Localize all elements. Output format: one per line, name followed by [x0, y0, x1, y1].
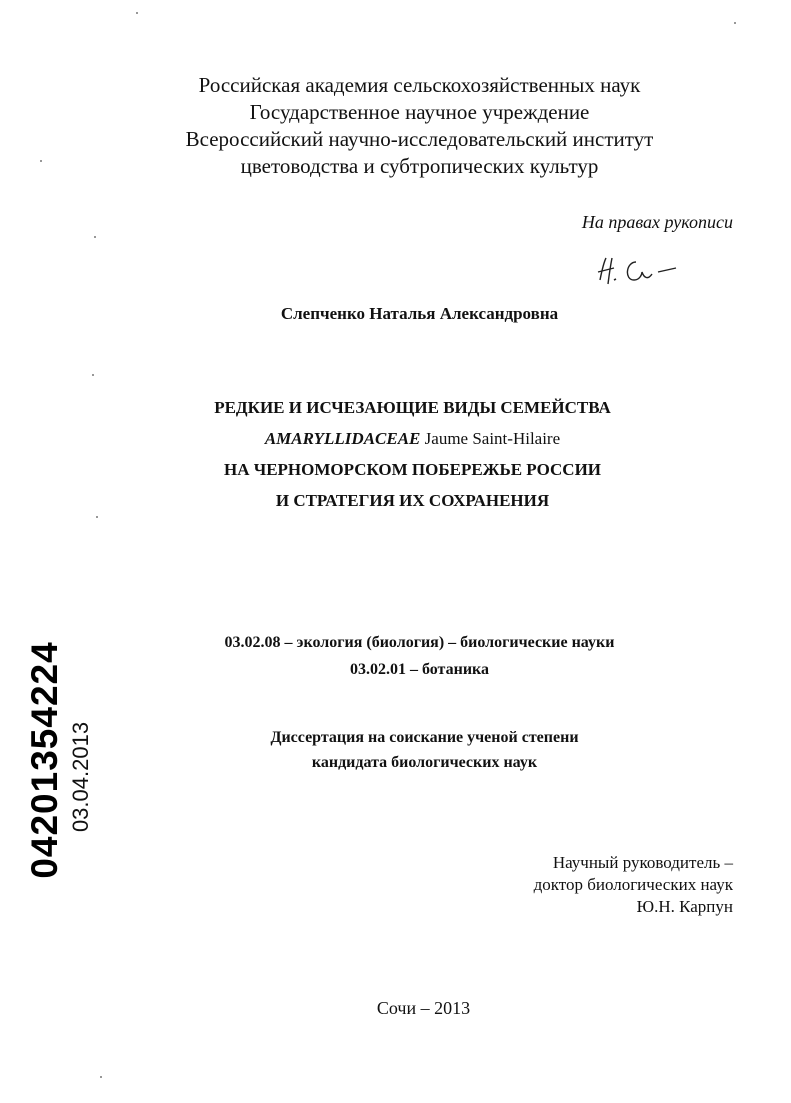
title-line: НА ЧЕРНОМОРСКОМ ПОБЕРЕЖЬЕ РОССИИ: [223, 460, 602, 479]
specialties: [0, 629, 791, 683]
author-name: Слепченко Наталья Александровна: [280, 304, 559, 323]
stamp-date: 03.04.2013: [68, 721, 93, 833]
supervisor-role: Научный руководитель –: [552, 853, 733, 872]
scan-speck: [94, 236, 96, 238]
title-line: И СТРАТЕГИЯ ИХ СОХРАНЕНИЯ: [275, 491, 550, 510]
signature: [592, 250, 682, 290]
institution-line: цветоводства и субтропических культур: [240, 154, 599, 178]
thesis-title: [0, 392, 791, 516]
latin-author-name: Jaume Saint-Hilaire: [420, 429, 561, 448]
scan-speck: [100, 1076, 102, 1078]
stamp-number: 04201354224: [24, 641, 65, 879]
supervisor-block: [534, 852, 733, 918]
scan-speck: [136, 12, 138, 14]
specialty-line: 03.02.01 – ботаника: [349, 661, 490, 678]
institution-line: Государственное научное учреждение: [249, 100, 590, 124]
institution-line: Российская академия сельскохозяйственных наук: [198, 73, 641, 97]
supervisor-degree: доктор биологических наук: [533, 875, 733, 894]
degree-line: Диссертация на соискание ученой степени: [270, 729, 579, 746]
institution-line: Всероссийский научно-исследовательский институт: [185, 127, 654, 151]
latin-family-name: AMARYLLIDACEAE: [264, 429, 421, 448]
scan-speck: [734, 22, 736, 24]
institution-header: [0, 72, 791, 180]
title-line: РЕДКИЕ И ИСЧЕЗАЮЩИЕ ВИДЫ СЕМЕЙСТВА: [214, 398, 611, 417]
scan-speck: [40, 160, 42, 162]
dissertation-degree: [0, 725, 791, 775]
scan-speck: [96, 516, 98, 518]
degree-line: кандидата биологических наук: [311, 754, 538, 771]
rights-note: На правах рукописи: [581, 212, 733, 232]
supervisor-name: Ю.Н. Карпун: [636, 897, 733, 916]
specialty-line: 03.02.08 – экология (биология) – биологические науки: [224, 634, 615, 651]
scan-speck: [92, 374, 94, 376]
title-latin-line: [34, 423, 791, 454]
city-year: Сочи – 2013: [376, 998, 471, 1018]
